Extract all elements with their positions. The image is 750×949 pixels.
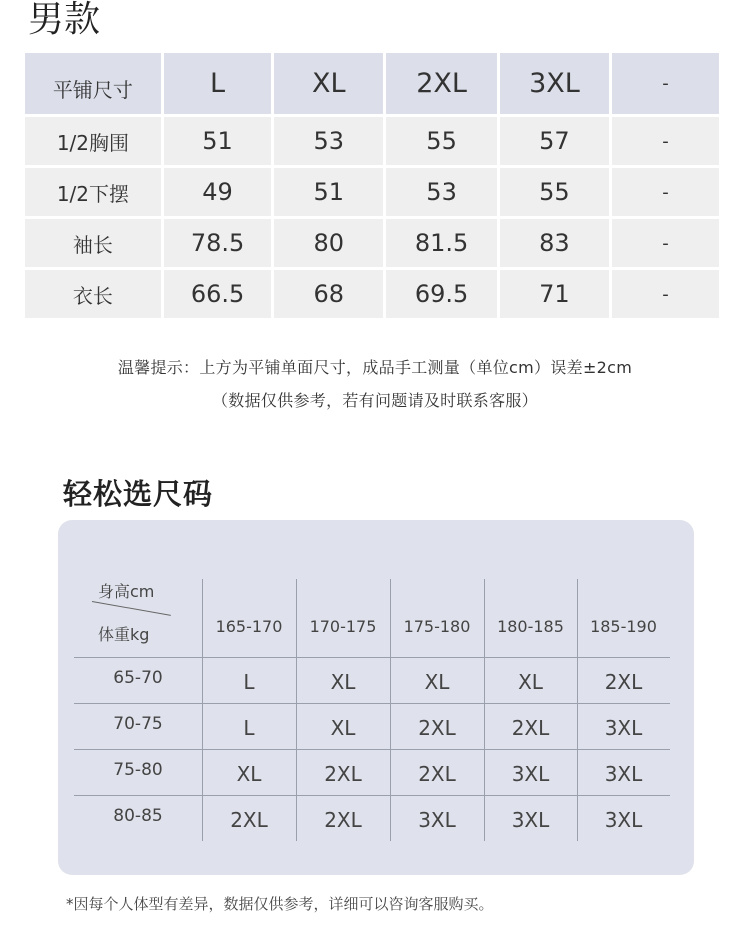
recommended-size-cell: 3XL [418, 808, 456, 832]
recommended-size-cell: 2XL [324, 808, 362, 832]
table-cell: 68 [274, 270, 383, 318]
size-measurement-table [22, 50, 722, 321]
row-label: 1/2胸围 [25, 117, 161, 165]
weight-range-header: 75-80 [113, 760, 163, 780]
table-cell: 71 [500, 270, 609, 318]
recommended-size-cell: 3XL [511, 808, 550, 832]
recommended-size-cell: 2XL [418, 716, 456, 740]
table-cell: 55 [500, 168, 609, 216]
recommended-size-cell: XL [424, 670, 450, 694]
weight-range-header: 80-85 [113, 806, 163, 826]
footnote: *因每个人体型有差异，数据仅供参考，详细可以咨询客服购买。 [66, 895, 494, 913]
table-cell: 53 [274, 117, 383, 165]
header-cell-size: 2XL [386, 53, 496, 114]
table-cell: - [612, 219, 719, 267]
weight-range-header: 70-75 [113, 714, 163, 734]
recommended-size-cell: XL [518, 670, 543, 694]
table-cell: 57 [500, 117, 609, 165]
table-row [25, 219, 719, 267]
table-cell: 51 [164, 117, 271, 165]
row-label: 袖长 [25, 219, 161, 267]
row-label: 1/2下摆 [25, 168, 161, 216]
section-title-men: 男款 [28, 0, 101, 40]
reference-note: （数据仅供参考，若有问题请及时联系客服） [211, 391, 538, 410]
corner-height-label: 身高cm [98, 582, 155, 601]
recommended-size-cell: XL [330, 716, 356, 740]
recommended-size-cell: 3XL [604, 716, 643, 740]
table-cell: 80 [274, 219, 383, 267]
table-cell: 83 [500, 219, 609, 267]
table-cell: 69.5 [386, 270, 496, 318]
table-cell: 66.5 [164, 270, 271, 318]
recommended-size-cell: 3XL [511, 762, 550, 786]
measurement-note: 温馨提示：上方为平铺单面尺寸，成品手工测量（单位cm）误差±2cm [117, 358, 633, 377]
height-range-header: 185-190 [590, 616, 657, 636]
recommended-size-cell: 2XL [511, 716, 550, 740]
header-cell-size: - [612, 53, 719, 114]
recommended-size-cell: 2XL [324, 762, 362, 786]
header-cell-size: XL [274, 53, 383, 114]
recommended-size-cell: L [243, 716, 255, 740]
table-row [25, 168, 719, 216]
table-cell: - [612, 270, 719, 318]
recommended-size-cell: 3XL [604, 762, 643, 786]
table-cell: 81.5 [386, 219, 496, 267]
section-title-size-chooser: 轻松选尺码 [63, 477, 214, 511]
height-range-header: 180-185 [497, 616, 564, 636]
recommended-size-cell: 2XL [418, 762, 456, 786]
height-range-header: 175-180 [403, 616, 471, 636]
height-range-header: 170-175 [309, 616, 377, 636]
table-cell: 78.5 [164, 219, 271, 267]
recommended-size-cell: XL [330, 670, 356, 694]
corner-weight-label: 体重kg [98, 625, 150, 644]
row-label: 衣长 [25, 270, 161, 318]
header-cell-size: 3XL [500, 53, 609, 114]
recommended-size-cell: 2XL [604, 670, 643, 694]
size-chooser-card [58, 520, 694, 875]
table-cell: 53 [386, 168, 496, 216]
table-cell: 49 [164, 168, 271, 216]
size-chooser-grid [74, 579, 670, 841]
header-cell-size: L [164, 53, 271, 114]
corner-divider [92, 601, 171, 616]
table-cell: - [612, 168, 719, 216]
recommended-size-cell: 3XL [604, 808, 643, 832]
table-header-row [25, 53, 719, 114]
weight-range-header: 65-70 [113, 668, 163, 688]
height-range-header: 165-170 [215, 616, 283, 636]
table-cell: 51 [274, 168, 383, 216]
recommended-size-cell: XL [236, 762, 262, 786]
table-row [25, 270, 719, 318]
table-cell: 55 [386, 117, 496, 165]
recommended-size-cell: 2XL [230, 808, 268, 832]
recommended-size-cell: L [243, 670, 255, 694]
table-row [25, 117, 719, 165]
header-cell-label: 平铺尺寸 [25, 53, 161, 114]
table-cell: - [612, 117, 719, 165]
